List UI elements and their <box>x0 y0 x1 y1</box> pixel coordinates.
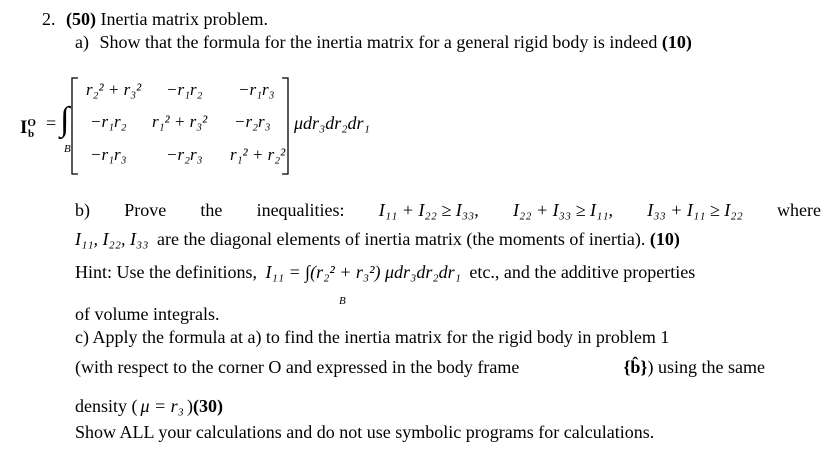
hint-prefix: Hint: Use the definitions, <box>75 262 257 282</box>
problem-header <box>42 8 268 30</box>
inequality-3: I₃₃ + I₁₁ ≥ I₂₂ <box>647 200 743 220</box>
part-b-line-1 <box>75 199 821 221</box>
part-b-word-1: Prove <box>124 200 167 220</box>
problem-points: (50) <box>66 9 96 29</box>
part-b-word-3: inequalities: <box>256 200 345 220</box>
integrand: μdr₃dr₂dr₁ <box>294 113 370 133</box>
part-c-line-2-b: ) using the same <box>647 357 765 377</box>
part-b-points: (10) <box>649 229 680 249</box>
left-bracket <box>72 78 78 174</box>
matrix-cell-12: −r₁r₂ <box>166 80 203 99</box>
part-c-line-4: Show ALL your calculations and do not use symbolic programs for calculations. <box>75 422 655 442</box>
part-a <box>75 31 692 53</box>
part-c-line-3-a: density ( <box>75 396 138 416</box>
formula-lhs: $I^O_b$ <box>20 117 36 140</box>
matrix-cell-22: r₁² + r₃² <box>152 112 208 131</box>
diagonal-elements: I₁₁, I₂₂, I₃₃ <box>75 229 149 249</box>
matrix-cell-23: −r₂r₃ <box>234 112 271 131</box>
formula-lhs-sub: b <box>27 128 35 140</box>
part-c-line-2 <box>75 356 765 378</box>
part-b-line-2-text: are the diagonal elements of inertia matrix (the moments of inertia). <box>157 229 646 249</box>
part-b-hint <box>75 261 695 283</box>
part-c-line-2-tail <box>623 356 765 378</box>
part-b-label: b) <box>75 200 90 220</box>
integral-domain: B <box>64 143 71 155</box>
part-c-points: (30) <box>192 396 223 416</box>
integral-sign: ∫ <box>60 101 70 138</box>
problem-number: 2. <box>42 9 56 29</box>
part-c-line-1: c) Apply the formula at a) to find the inertia matrix for the rigid body in problem 1 <box>75 327 670 347</box>
hint-suffix: etc., and the additive properties <box>469 262 696 282</box>
part-a-points: (10) <box>661 32 692 52</box>
part-c-line-3 <box>75 395 223 417</box>
equals-sign: = <box>46 113 57 133</box>
formula-lhs-sup: O <box>27 117 36 129</box>
matrix-cell-13: −r₁r₃ <box>238 80 275 99</box>
matrix-cell-33: r₁² + r₂² <box>230 145 286 164</box>
matrix-cell-31: −r₁r₃ <box>90 145 127 164</box>
density-formula: μ = r₃ <box>140 396 184 416</box>
part-c-line-2-a: (with respect to the corner O and expressed in the body frame <box>75 357 520 377</box>
hint-integral-domain: B <box>339 295 346 307</box>
part-b-line-2 <box>75 228 680 250</box>
part-c-line-3-b: ) <box>186 396 193 416</box>
body-frame: {b̂} <box>623 357 648 377</box>
problem-title: Inertia matrix problem. <box>100 9 268 29</box>
part-b-word-2: the <box>200 200 223 220</box>
matrix-cell-21: −r₁r₂ <box>90 112 127 131</box>
part-b-where: where <box>776 200 821 220</box>
hint-formula: I₁₁ = ∫(r₂² + r₃²) μdr₃dr₂dr₁ <box>265 262 461 282</box>
part-a-label: a) <box>75 32 89 52</box>
part-b-line-4: of volume integrals. <box>75 304 220 324</box>
matrix-cell-32: −r₂r₃ <box>166 145 203 164</box>
inequality-1: I₁₁ + I₂₂ ≥ I₃₃, <box>378 200 479 220</box>
matrix-cell-11: r₂² + r₃² <box>86 80 142 99</box>
inequality-2: I₂₂ + I₃₃ ≥ I₁₁, <box>512 200 614 220</box>
part-a-text: Show that the formula for the inertia matrix for a general rigid body is indeed <box>99 32 658 52</box>
